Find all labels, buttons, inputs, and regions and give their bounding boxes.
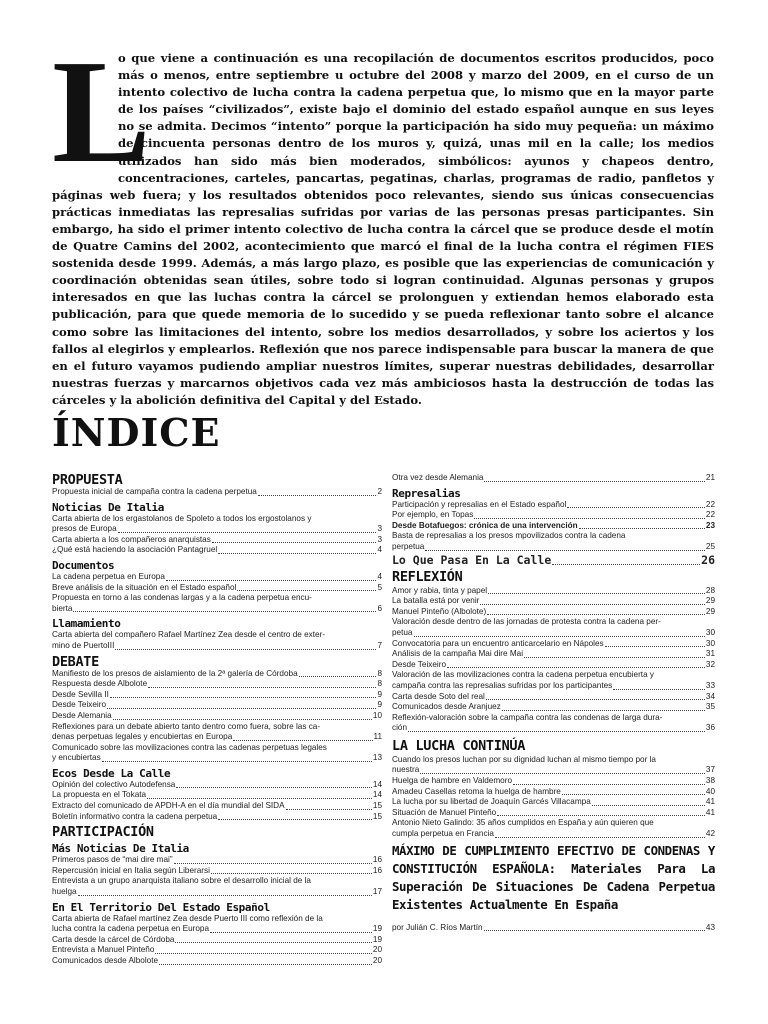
toc-entry — [392, 596, 715, 607]
toc-page-number: 30 — [705, 627, 715, 637]
toc-entry — [392, 542, 715, 553]
toc-page-number: 8 — [377, 668, 382, 678]
toc-entry — [392, 617, 715, 628]
toc-entry — [392, 765, 715, 776]
toc-entry-title: La batalla está por venir — [392, 596, 480, 606]
toc-leader-dots — [210, 932, 372, 933]
toc-entry — [392, 660, 715, 671]
toc-entry — [52, 711, 382, 722]
toc-entry — [52, 514, 382, 525]
toc-leader-dots — [552, 564, 700, 565]
toc-leader-dots — [567, 507, 705, 508]
toc-leader-dots — [155, 953, 371, 954]
toc-entry-title: Carta desde la cárcel de Córdoba — [52, 934, 175, 944]
toc-entry-title: Desde Teixeiro — [52, 700, 107, 710]
toc-entry-title: Carta desde Soto del real — [392, 691, 485, 701]
section-heading-llamamiento: Llamamiento — [52, 617, 121, 631]
section-heading-debate: DEBATE — [52, 653, 99, 670]
toc-leader-dots — [414, 636, 705, 637]
toc-entry — [52, 753, 382, 764]
toc-entry-title: Respuesta desde Albolote — [52, 679, 148, 689]
toc-entry — [52, 866, 382, 877]
toc-page-number: 34 — [705, 691, 715, 701]
toc-leader-dots — [592, 805, 705, 806]
toc-entry-title: Propuesta en torno a las condenas largas y a la cadena perpetua encu- — [52, 593, 312, 603]
toc-page-number: 3 — [377, 524, 382, 534]
toc-page-number: 2 — [377, 487, 382, 496]
toc-entry-title: y encubiertas — [52, 753, 101, 763]
toc-entry-title: Análisis de la campaña Mai dire Mai — [392, 649, 524, 659]
toc-page-number: 41 — [705, 807, 715, 817]
toc-leader-dots — [174, 863, 372, 864]
toc-entry-title: La lucha por su libertad de Joaquín Garcés Villacampa — [392, 797, 591, 807]
toc-page-number: 19 — [372, 934, 382, 944]
toc-entry-title: Por ejemplo, en Topas — [392, 510, 474, 520]
section-heading-reflexion: REFLEXIÓN — [392, 568, 463, 585]
toc-entry-title: Desde Sevilla II — [52, 689, 109, 699]
toc-leader-dots — [113, 719, 372, 720]
toc-entry-title: Entrevista a Manuel Pinteño — [52, 945, 155, 955]
toc-page-number: 23 — [705, 520, 715, 530]
toc-page-number: 37 — [705, 765, 715, 775]
toc-page-number: 4 — [377, 545, 382, 555]
toc-entry-pasa-calle — [392, 553, 715, 567]
toc-entry — [52, 545, 382, 556]
toc-entry — [52, 855, 382, 866]
toc-entry-title: Carta abierta de los ergastolanos de Spoleto a todos los ergostolanos y — [52, 513, 312, 523]
section-heading-represalias: Represalias — [392, 486, 461, 500]
toc-entry — [52, 914, 382, 925]
toc-leader-dots — [218, 819, 372, 820]
toc-leader-dots — [486, 699, 705, 700]
toc-entry — [392, 510, 715, 521]
toc-entry-title: La cadena perpetua en Europa — [52, 571, 165, 581]
section-heading-territorio: En El Territorio Del Estado Español — [52, 900, 270, 914]
toc-leader-dots — [211, 873, 372, 874]
toc-entry-title: ción — [392, 723, 408, 733]
toc-entry-title: Comunicado sobre las movilizaciones contra las cadenas perpetuas legales — [52, 742, 327, 752]
section-heading-lucha: LA LUCHA CONTINÚA — [392, 737, 526, 754]
toc-leader-dots — [237, 590, 376, 591]
toc-entry — [52, 887, 382, 898]
toc-entry — [52, 732, 382, 743]
toc-leader-dots — [484, 930, 705, 931]
toc-leader-dots — [513, 784, 705, 785]
toc-page-number: 10 — [372, 710, 382, 720]
toc-leader-dots — [166, 580, 377, 581]
toc-page-number: 9 — [377, 700, 382, 710]
toc-entry-title: Propuesta inicial de campaña contra la cadena perpetua — [52, 487, 257, 496]
toc-leader-dots — [102, 761, 372, 762]
entry-list — [392, 755, 715, 840]
entry-list — [52, 487, 382, 498]
toc-entry — [392, 702, 715, 713]
toc-page-number: 15 — [372, 801, 382, 811]
toc-entry — [52, 743, 382, 754]
entry-list — [392, 586, 715, 734]
toc-entry — [392, 723, 715, 734]
toc-entry — [392, 755, 715, 766]
section-heading-participacion: PARTICIPACIÓN — [52, 824, 154, 841]
toc-leader-dots — [212, 542, 377, 543]
toc-entry-title: Breve análisis de la situación en el Estado español — [52, 582, 237, 592]
section-heading-ecos: Ecos Desde La Calle — [52, 766, 171, 780]
toc-entry — [52, 583, 382, 594]
toc-entry — [392, 639, 715, 650]
index-title: ÍNDICE — [52, 410, 221, 455]
toc-entry — [52, 812, 382, 823]
toc-leader-dots — [605, 646, 705, 647]
toc-leader-dots — [147, 798, 372, 799]
toc-page-number: 43 — [705, 922, 715, 932]
toc-entry — [52, 641, 382, 652]
toc-entry-title: mino de PuertoIII — [52, 640, 115, 650]
toc-entry — [52, 604, 382, 615]
toc-entry — [392, 670, 715, 681]
toc-page-number: 35 — [705, 702, 715, 712]
toc-leader-dots — [425, 550, 705, 551]
toc-entry — [52, 487, 382, 498]
toc-entry — [52, 700, 382, 711]
toc-entry — [52, 790, 382, 801]
toc-entry — [52, 535, 382, 546]
toc-entry-title: Otra vez desde Alemania — [392, 473, 484, 482]
toc-entry-title: huelga — [52, 887, 77, 897]
toc-entry-title: Entrevista a un grupo anarquista italiano sobre el desarrollo inicial de la — [52, 876, 311, 886]
toc-entry-title: Manifiesto de los presos de aislamiento de la 2ª galería de Córdoba — [52, 668, 298, 678]
toc-page-number: 14 — [372, 779, 382, 789]
toc-entry — [392, 829, 715, 840]
toc-entry-title: bierta — [52, 603, 73, 613]
toc-entry-title: Valoración desde dentro de las jornadas de protesta contra la cadena per- — [392, 617, 661, 627]
toc-page-number: 20 — [372, 945, 382, 955]
toc-page-number: 4 — [377, 571, 382, 581]
toc-entry-title: campaña contra las represalias sufridas por los participantes — [392, 680, 613, 690]
toc-entry — [52, 924, 382, 935]
toc-page-number: 21 — [705, 473, 715, 482]
toc-entry-title: Desde Botafuegos: crónica de una intervención — [392, 520, 578, 530]
toc-entry — [392, 692, 715, 703]
toc-entry — [52, 572, 382, 583]
toc-entry — [52, 722, 382, 733]
toc-leader-dots — [484, 481, 704, 482]
toc-page-number: 7 — [377, 640, 382, 650]
toc-leader-dots — [299, 676, 377, 677]
toc-entry-title: Carta abierta a los compañeros anarquistas — [52, 534, 211, 544]
toc-page-number: 28 — [705, 585, 715, 595]
entry-list — [52, 780, 382, 822]
toc-page-number: 29 — [705, 596, 715, 606]
entry-list — [52, 914, 382, 967]
section-heading-mas-noticias: Más Noticias De Italia — [52, 842, 189, 856]
toc-entry-title: Antonio Nieto Galindo: 35 años cumplidos en España y aún quieren que — [392, 818, 654, 828]
toc-page-number: 30 — [705, 638, 715, 648]
toc-leader-dots — [159, 964, 372, 965]
entry-list — [52, 572, 382, 614]
toc-page-number: 25 — [705, 541, 715, 551]
toc-entry-title: Manuel Pinteño (Albolote) — [392, 606, 487, 616]
toc-page-number: 5 — [377, 582, 382, 592]
toc-entry — [392, 473, 715, 484]
toc-leader-dots — [115, 649, 376, 650]
toc-entry — [392, 649, 715, 660]
entry-list — [52, 855, 382, 897]
toc-entry — [52, 956, 382, 967]
toc-page-number: 20 — [372, 956, 382, 965]
toc-leader-dots — [110, 697, 377, 698]
toc-page-number: 38 — [705, 776, 715, 786]
toc-entry — [392, 628, 715, 639]
entry-list — [52, 669, 382, 764]
toc-entry-title: Carta abierta de Rafael martínez Zea desde Puerto III como reflexión de la — [52, 913, 323, 923]
toc-entry-title: Boletín informativo contra la cadena perpetua — [52, 811, 218, 821]
toc-leader-dots — [107, 708, 376, 709]
toc-leader-dots — [286, 809, 372, 810]
drop-cap: L — [52, 30, 151, 194]
toc-entry — [392, 521, 715, 532]
toc-entry — [392, 531, 715, 542]
entry-list — [392, 473, 715, 484]
toc-entry-title: lucha contra la cadena perpetua en Europa — [52, 924, 210, 934]
toc-entry — [392, 808, 715, 819]
toc-entry — [392, 681, 715, 692]
toc-entry — [52, 690, 382, 701]
toc-entry-title: Opinión del colectivo Autodefensa — [52, 779, 176, 789]
toc-entry-title: presos de Europa — [52, 524, 117, 534]
toc-page-number: 8 — [377, 679, 382, 689]
toc-page-number: 29 — [705, 606, 715, 616]
toc-entry-title: petua — [392, 627, 413, 637]
toc-entry — [392, 713, 715, 724]
toc-entry-title: Participación y represalias en el Estado español — [392, 499, 567, 509]
toc-entry-title: Primeros pasos de “mai dire mai” — [52, 855, 173, 865]
toc-leader-dots — [562, 794, 705, 795]
toc-leader-dots — [148, 687, 376, 688]
toc-page-number: 26 — [701, 552, 715, 567]
toc-leader-dots — [480, 604, 705, 605]
toc-page-number: 14 — [372, 790, 382, 800]
toc-leader-dots — [420, 773, 705, 774]
toc-entry — [52, 945, 382, 956]
entry-list — [392, 500, 715, 553]
toc-page-number: 16 — [372, 855, 382, 865]
toc-entry-title: Cuando los presos luchan por su dignidad luchan al mismo tiempo por la — [392, 754, 656, 764]
toc-page-number: 31 — [705, 649, 715, 659]
index-column-left — [52, 470, 382, 967]
intro-paragraph: o que viene a continuación es una recopilación de documentos escritos producidos, poco más o menos, entre septiembre u octubre del 2008 y marzo del 2009, en el curso de un intento colectivo de lucha contra la cadena perpetua que, lo mismo que en la mayor parte de los países “civilizados”, existe bajo el dominio del estado español aunque en sus leyes no se admita. Decimos “intento” porque la participación ha sido muy pequeña: un máximo de cincuenta personas dentro de los muros y, quizá, unas mil en la calle; los medios utilizados han sido más bien moderados, simbólicos: ayunos y chapeos dentro, concentraciones, carteles, pancartas, pegatinas, charlas, programas de radio, panfletos y páginas web fuera; y los resultados obtenidos poco relevantes, siendo sus únicas consecuencias prácticas inmediatas las represalias sufridas por varias de las personas presas participantes. Sin embargo, ha sido el primer intento colectivo de lucha contra la cárcel que se produce desde el motín de Quatre Camins del 2002, acontecimiento que marcó el final de la lucha contra el régimen FIES sostenida desde 1999. Además, a más largo plazo, es posible que las experiencias de comunicación y coordinación obtenidas sean útiles, sobre todo si logran continuidad. Algunas personas y grupos interesados en que las luchas contra la cárcel se prolonguen y extiendan hemos elaborado esta publicación, para que quede memoria de lo sucedido y se pueda reflexionar tanto sobre el alcance como sobre las limitaciones del intento, sobre los medios desarrollados, y sobre los aciertos y los fallos al elegirlos y emplearlos. Reflexión que nos parece indispensable para buscar la manera de que en el futuro vayamos pudiendo ampliar nuestros límites, superar nuestras debilidades, desarrollar nuestras fuerzas y marcarnos objetivos cada vez más ambiciosos hasta la destrucción de todas las cárceles y la abolición definitiva del Capital y del Estado. — [52, 51, 714, 407]
toc-page-number: 41 — [705, 797, 715, 807]
toc-entry-title: ¿Qué está haciendo la asociación Pantagruel — [52, 545, 218, 555]
toc-entry-title: Extracto del comunicado de APDH-A en el día mundial del SIDA — [52, 801, 285, 811]
toc-entry-title: nuestra — [392, 765, 420, 775]
toc-page-number: 40 — [705, 786, 715, 796]
toc-page-number: 9 — [377, 689, 382, 699]
toc-entry-author — [392, 923, 715, 934]
toc-entry — [52, 679, 382, 690]
toc-leader-dots — [474, 518, 705, 519]
toc-entry-title: La propuesta en el Tokata — [52, 790, 147, 800]
section-heading-propuesta: PROPUESTA — [52, 472, 123, 488]
toc-leader-dots — [78, 895, 372, 896]
toc-page-number: 22 — [705, 499, 715, 509]
toc-entry-title: Valoración de las movilizaciones contra la cadena perpetua encubierta y — [392, 670, 655, 680]
toc-page-number: 15 — [372, 811, 382, 821]
toc-page-number: 13 — [372, 753, 382, 763]
toc-entry — [392, 776, 715, 787]
entry-list — [52, 514, 382, 556]
toc-entry-title: denas perpetuas legales y encubiertas en Europa — [52, 732, 233, 742]
toc-page-number: 19 — [372, 924, 382, 934]
toc-leader-dots — [579, 528, 705, 529]
toc-entry-title: Comunicados desde Albolote — [52, 956, 159, 965]
toc-page-number: 33 — [705, 680, 715, 690]
section-heading-noticias: Noticias De Italia — [52, 500, 165, 514]
toc-leader-dots — [613, 689, 705, 690]
toc-entry — [52, 876, 382, 887]
toc-leader-dots — [497, 815, 705, 816]
toc-entry — [52, 935, 382, 946]
toc-entry — [392, 787, 715, 798]
toc-entry — [392, 586, 715, 597]
toc-entry-title: Desde Alemania — [52, 710, 112, 720]
toc-leader-dots — [408, 731, 705, 732]
toc-leader-dots — [176, 787, 372, 788]
toc-entry — [392, 797, 715, 808]
toc-entry — [52, 669, 382, 680]
section-heading-maximo: MÁXIMO DE CUMPLIMIENTO EFECTIVO DE CONDENAS Y CONSTITUCIÓN ESPAÑOLA: Materiales Para La Superación De Situaciones De Cadena Perpetua Existentes Actualmente En España — [392, 842, 715, 912]
toc-entry-title: Desde Teixeiro — [392, 659, 447, 669]
toc-entry-title: perpetua — [392, 541, 425, 551]
toc-entry-title: Carta abierta del compañero Rafael Martínez Zea desde el centro de exter- — [52, 630, 326, 640]
toc-entry — [52, 630, 382, 641]
toc-leader-dots — [524, 657, 705, 658]
toc-entry-title: Amor y rabia, tinta y papel — [392, 585, 488, 595]
toc-entry-title: por Julián C. Ríos Martín — [392, 922, 483, 932]
index-column-right — [392, 473, 715, 933]
toc-leader-dots — [495, 837, 705, 838]
toc-leader-dots — [233, 740, 372, 741]
toc-page-number: 3 — [377, 534, 382, 544]
toc-entry — [52, 780, 382, 791]
toc-page-number: 11 — [373, 732, 382, 742]
toc-entry — [52, 593, 382, 604]
toc-page-number: 6 — [377, 603, 382, 613]
toc-page-number: 32 — [705, 659, 715, 669]
toc-leader-dots — [502, 710, 705, 711]
toc-leader-dots — [488, 593, 705, 594]
toc-entry — [392, 607, 715, 618]
toc-entry-title: cumpla perpetua en Francia — [392, 829, 494, 839]
toc-entry — [392, 500, 715, 511]
toc-entry-title: Huelga de hambre en Valdemoro — [392, 776, 513, 786]
toc-page-number: 22 — [705, 510, 715, 520]
toc-entry-title: Basta de represalias a los presos mpovilizados contra la cadena — [392, 531, 626, 541]
toc-page-number: 16 — [372, 865, 382, 875]
toc-entry-title: Amadeu Casellas retoma la huelga de hambre — [392, 786, 561, 796]
toc-leader-dots — [175, 942, 371, 943]
toc-page-number: 17 — [372, 887, 382, 897]
toc-page-number: 36 — [705, 723, 715, 733]
toc-leader-dots — [258, 495, 377, 496]
toc-entry — [52, 524, 382, 535]
toc-entry-title: Convocatoria para un encuentro anticarcelario en Nápoles — [392, 638, 604, 648]
toc-entry-title: Reflexiones para un debate abierto tanto dentro como fuera, sobre las ca- — [52, 721, 321, 731]
toc-entry-title: Lo Que Pasa En La Calle — [392, 552, 552, 567]
toc-leader-dots — [118, 532, 377, 533]
toc-leader-dots — [218, 553, 376, 554]
toc-entry-title: Situación de Manuel Pinteño — [392, 807, 497, 817]
toc-entry — [52, 801, 382, 812]
toc-page-number: 42 — [705, 829, 715, 839]
toc-entry — [392, 818, 715, 829]
intro-section — [52, 30, 714, 409]
toc-leader-dots — [487, 614, 705, 615]
toc-leader-dots — [447, 667, 705, 668]
entry-list — [52, 630, 382, 651]
section-heading-documentos: Documentos — [52, 558, 115, 572]
toc-entry-title: Comunicados desde Aranjuez — [392, 702, 501, 712]
toc-leader-dots — [73, 611, 376, 612]
toc-entry-title: Repercusión inicial en Italia según Liberarsi — [52, 865, 210, 875]
toc-entry-title: Reflexión-valoración sobre la campaña contra las condenas de larga dura- — [392, 712, 663, 722]
